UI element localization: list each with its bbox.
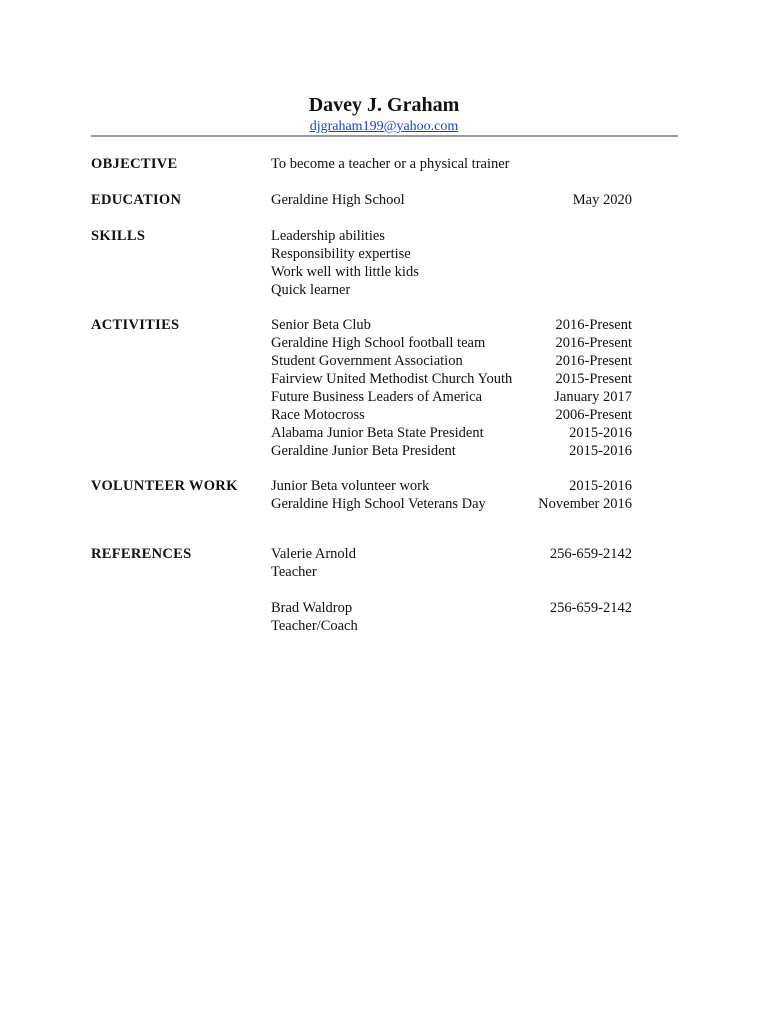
skill-item [271,245,632,263]
reference-title: Teacher/Coach [271,618,358,634]
reference-name: Valerie Arnold [271,546,356,562]
activity-name: Senior Beta Club [271,317,371,333]
activity-date: 2015-2016 [569,425,632,441]
volunteer-label: VOLUNTEER WORK [91,478,238,494]
references-label: REFERENCES [91,546,192,562]
activity-item [271,442,632,460]
activity-date: January 2017 [554,389,632,405]
education-label: EDUCATION [91,192,182,208]
reference-phone: 256-659-2142 [549,600,632,616]
header-divider [91,135,678,137]
activity-item [271,334,632,352]
skill-text: Quick learner [271,282,351,298]
reference-name: Brad Waldrop [271,600,353,616]
email-link[interactable]: djgraham199@yahoo.com [309,119,459,134]
activity-item [271,388,632,406]
education-date: May 2020 [572,192,632,208]
activity-item [271,316,632,334]
activity-item [271,424,632,442]
volunteer-item [271,495,632,513]
activity-name: Alabama Junior Beta State President [271,425,484,441]
activities-label: ACTIVITIES [91,317,180,333]
activity-date: 2016-Present [555,317,632,333]
activity-name: Race Motocross [271,407,365,423]
activity-name: Geraldine High School football team [271,335,486,351]
skill-text: Leadership abilities [271,228,385,244]
skill-item [271,227,632,245]
reference-item [271,599,632,617]
activity-name: Student Government Association [271,353,463,369]
activity-date: 2006-Present [555,407,632,423]
skill-text: Responsibility expertise [271,246,411,262]
reference-item [271,545,632,563]
volunteer-date: November 2016 [538,496,632,512]
education-row [271,191,632,209]
activity-name: Future Business Leaders of America [271,389,483,405]
activity-name: Geraldine Junior Beta President [271,443,456,459]
activity-item [271,370,632,388]
reference-title-row [271,563,632,581]
education-school: Geraldine High School [271,192,405,208]
activity-item [271,406,632,424]
skill-item [271,263,632,281]
activity-date: 2016-Present [555,353,632,369]
volunteer-item [271,477,632,495]
objective-text: To become a teacher or a physical trainer [271,156,510,172]
reference-title-row [271,617,632,635]
skills-label: SKILLS [91,228,146,244]
reference-title: Teacher [271,564,317,580]
objective-label: OBJECTIVE [91,156,178,172]
skill-item [271,281,632,299]
volunteer-name: Geraldine High School Veterans Day [271,496,486,512]
email-line [0,118,768,136]
activity-date: 2015-2016 [569,443,632,459]
candidate-name: Davey J. Graham [308,94,460,116]
objective-row [271,155,632,173]
volunteer-date: 2015-2016 [569,478,632,494]
activity-name: Fairview United Methodist Church Youth [271,371,513,387]
activity-item [271,352,632,370]
activity-date: 2016-Present [555,335,632,351]
activity-date: 2015-Present [555,371,632,387]
skill-text: Work well with little kids [271,264,419,280]
volunteer-name: Junior Beta volunteer work [271,478,430,494]
reference-phone: 256-659-2142 [549,546,632,562]
